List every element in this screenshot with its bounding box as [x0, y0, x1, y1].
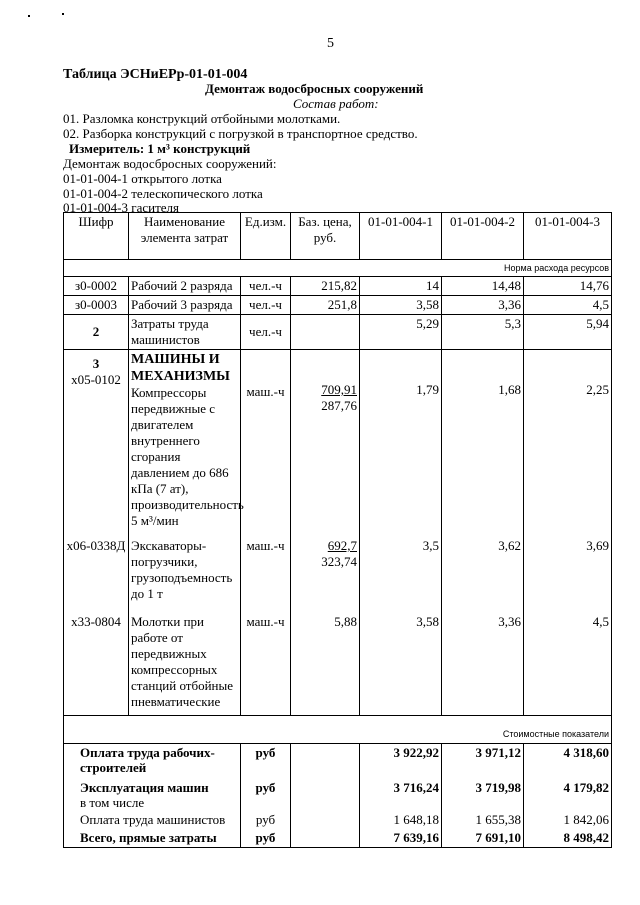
total-label: Оплата труда рабочих-строителей: [64, 744, 241, 777]
total-sublabel: в том числе: [80, 795, 145, 810]
row-unit: чел.-ч: [241, 296, 291, 315]
table-row: [64, 277, 612, 296]
total-value-3: 4 179,82: [524, 776, 612, 811]
totals-row: [64, 776, 612, 811]
row-name: Рабочий 3 разряда: [129, 296, 241, 315]
scan-speck: [62, 13, 64, 15]
row-value-1: 3,5: [360, 530, 442, 608]
total-label: Эксплуатация машин: [80, 780, 209, 795]
header-variant-3: 01-01-004-3: [524, 213, 612, 260]
row-price: 709,91: [321, 382, 357, 397]
resource-table: [63, 212, 612, 848]
row-value-2: 1,68: [442, 350, 524, 531]
norm-label: Норма расхода ресурсов: [64, 260, 612, 277]
row-value-1: 1,79: [360, 350, 442, 531]
total-value-2: 7 691,10: [442, 829, 524, 848]
header-variant-2: 01-01-004-2: [442, 213, 524, 260]
header-unit: Ед.изм.: [241, 213, 291, 260]
row-unit: чел.-ч: [241, 315, 291, 350]
row-name: Рабочий 2 разряда: [129, 277, 241, 296]
total-label: Всего, прямые затраты: [64, 829, 241, 848]
row-value-3: 14,76: [524, 277, 612, 296]
row-unit: маш.-ч: [241, 530, 291, 608]
row-price-cell: [291, 530, 360, 608]
table-header-row: [64, 213, 612, 260]
row-price: 692,7: [327, 538, 357, 553]
table-code: Таблица ЭСНиЕРр-01-01-004: [63, 67, 248, 82]
total-value-2: 1 655,38: [442, 811, 524, 829]
row-name: Затраты труда машинистов: [129, 315, 241, 350]
row-name: Компрессоры передвижные с двигателем внутреннего сгорания давлением до 686 кПа (7 ат), производительность 5 м³/мин: [131, 385, 244, 528]
variant-item: 01-01-004-1 открытого лотка: [63, 171, 222, 186]
total-value-2: 3 971,12: [442, 744, 524, 777]
row-price-secondary: 323,74: [321, 554, 357, 569]
scan-speck: [28, 15, 30, 17]
row-value-2: 3,36: [442, 296, 524, 315]
row-code: з0-0003: [64, 296, 129, 315]
row-unit: чел.-ч: [241, 277, 291, 296]
header-code: Шифр: [64, 213, 129, 260]
row-unit: маш.-ч: [241, 350, 291, 531]
row-value-1: 3,58: [360, 296, 442, 315]
meter-label: Измеритель: 1 м³ конструкций: [69, 141, 251, 156]
row-value-3: 3,69: [524, 530, 612, 608]
cost-label-row: [64, 716, 612, 744]
table-row: [64, 296, 612, 315]
work-item: 02. Разборка конструкций с погрузкой в транспортное средство.: [63, 126, 418, 141]
table-row: [64, 530, 612, 608]
total-value-3: 4 318,60: [524, 744, 612, 777]
row-code: з0-0002: [64, 277, 129, 296]
work-item: 01. Разломка конструкций отбойными молотками.: [63, 111, 341, 126]
page-number: 5: [327, 36, 334, 51]
table-row: [64, 315, 612, 350]
section-code: [64, 350, 129, 531]
row-unit: маш.-ч: [241, 608, 291, 716]
total-unit: руб: [241, 744, 291, 777]
total-label-cell: [64, 776, 241, 811]
row-price-cell: [291, 350, 360, 531]
row-value-2: 3,62: [442, 530, 524, 608]
norm-label-row: [64, 260, 612, 277]
total-value-1: 7 639,16: [360, 829, 442, 848]
row-price: 215,82: [291, 277, 360, 296]
works-heading: Состав работ:: [293, 96, 379, 111]
row-price-secondary: 287,76: [321, 398, 357, 413]
row-name: Экскаваторы-погрузчики, грузоподъемность до 1 т: [129, 530, 241, 608]
total-value-1: 1 648,18: [360, 811, 442, 829]
totals-row: [64, 811, 612, 829]
row-value-3: 2,25: [524, 350, 612, 531]
total-unit: руб: [241, 811, 291, 829]
row-code: х33-0804: [64, 608, 129, 716]
cost-label: Стоимостные показатели: [64, 716, 612, 744]
subtitle: Демонтаж водосбросных сооружений:: [63, 156, 277, 171]
row-value-2: 3,36: [442, 608, 524, 716]
total-unit: руб: [241, 829, 291, 848]
row-value-2: 5,3: [442, 315, 524, 350]
section-name: МАШИНЫ И МЕХАНИЗМЫ: [131, 352, 230, 384]
row-value-3: 4,5: [524, 296, 612, 315]
row-price: 5,88: [291, 608, 360, 716]
total-value-1: 3 716,24: [360, 776, 442, 811]
variant-item: 01-01-004-2 телескопического лотка: [63, 186, 263, 201]
section-name-cell: [129, 350, 244, 531]
row-value-2: 14,48: [442, 277, 524, 296]
row-value-1: 5,29: [360, 315, 442, 350]
totals-row: [64, 829, 612, 848]
row-price: 251,8: [291, 296, 360, 315]
table-row: [64, 350, 612, 531]
header-price: Баз. цена, руб.: [291, 213, 360, 260]
row-value-1: 14: [360, 277, 442, 296]
total-label: Оплата труда машинистов: [64, 811, 241, 829]
variant-item: 01-01-004-3 гасителя: [63, 200, 179, 215]
total-value-3: 8 498,42: [524, 829, 612, 848]
total-value-3: 1 842,06: [524, 811, 612, 829]
row-value-3: 4,5: [524, 608, 612, 716]
row-value-1: 3,58: [360, 608, 442, 716]
row-name: Молотки при работе от передвижных компрессорных станций отбойные пневматические: [129, 608, 241, 716]
header-variant-1: 01-01-004-1: [360, 213, 442, 260]
total-unit: руб: [241, 776, 291, 811]
row-code: 2: [64, 315, 129, 350]
total-value-2: 3 719,98: [442, 776, 524, 811]
totals-row: [64, 744, 612, 777]
row-code: х06-0338Д: [64, 530, 129, 608]
total-value-1: 3 922,92: [360, 744, 442, 777]
row-code: х05-0102: [71, 372, 121, 387]
header-name: Наименование элемента затрат: [129, 213, 241, 260]
table-row: [64, 608, 612, 716]
row-value-3: 5,94: [524, 315, 612, 350]
section-number: 3: [92, 356, 100, 371]
document-title: Демонтаж водосбросных сооружений: [205, 81, 424, 96]
